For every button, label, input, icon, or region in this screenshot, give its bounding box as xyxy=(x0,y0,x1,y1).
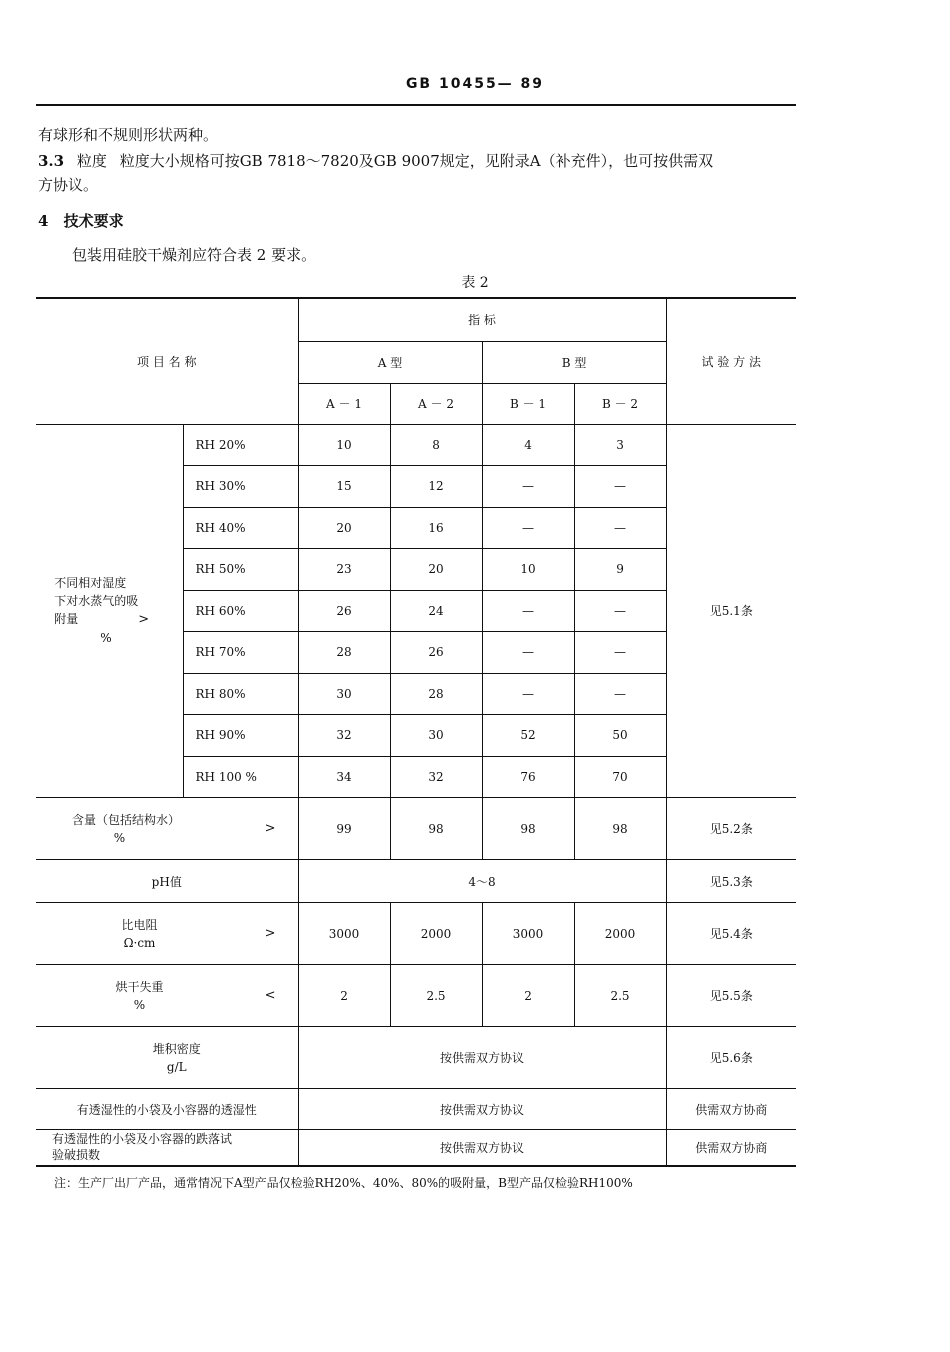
value-a1: 28 xyxy=(298,632,390,674)
value-a2: 30 xyxy=(390,715,482,757)
bulk-density-label-text: 堆积密度 xyxy=(152,1041,201,1056)
bulk-density-label xyxy=(36,1027,298,1089)
section-title: 技术要求 xyxy=(63,212,124,230)
drying-loss-unit: % xyxy=(133,997,146,1012)
drying-loss-label-text: 烘干失重 xyxy=(115,979,164,994)
drying-loss-label xyxy=(36,965,183,1027)
rh-label: RH 20% xyxy=(183,424,298,466)
value-a1: 34 xyxy=(298,756,390,798)
greater-than-symbol: > xyxy=(138,612,150,628)
rh-label: RH 50% xyxy=(183,549,298,591)
header-rule xyxy=(36,104,796,106)
bulk-density-value: 按供需双方协议 xyxy=(298,1027,666,1089)
value-b1: — xyxy=(482,466,574,508)
rh-label: RH 40% xyxy=(183,507,298,549)
resistivity-label xyxy=(36,903,183,965)
value-b2: — xyxy=(574,632,666,674)
value-b2: — xyxy=(574,673,666,715)
type-b-header: B 型 xyxy=(482,341,666,383)
drying-loss-b2: 2.5 xyxy=(574,965,666,1027)
value-a2: 24 xyxy=(390,590,482,632)
value-b1: — xyxy=(482,673,574,715)
rh-label: RH 60% xyxy=(183,590,298,632)
value-b2: — xyxy=(574,590,666,632)
value-a2: 28 xyxy=(390,673,482,715)
value-a2: 20 xyxy=(390,549,482,591)
value-a1: 30 xyxy=(298,673,390,715)
value-a2: 8 xyxy=(390,424,482,466)
value-a2: 12 xyxy=(390,466,482,508)
method-header: 试 验 方 法 xyxy=(666,298,796,424)
clause-title: 粒度 xyxy=(76,152,107,170)
resistivity-symbol: > xyxy=(183,903,298,965)
type-a-header: A 型 xyxy=(298,341,482,383)
drop-test-label-line1: 有透湿性的小袋及小容器的跌落试 xyxy=(52,1132,233,1147)
content-a2: 98 xyxy=(390,798,482,860)
value-b2: 50 xyxy=(574,715,666,757)
value-b2: 70 xyxy=(574,756,666,798)
resistivity-b2: 2000 xyxy=(574,903,666,965)
value-b1: — xyxy=(482,632,574,674)
resistivity-b1: 3000 xyxy=(482,903,574,965)
value-b2: — xyxy=(574,466,666,508)
intro-paragraph: 包装用硅胶干燥剂应符合表 2 要求。 xyxy=(72,246,317,264)
value-b1: 10 xyxy=(482,549,574,591)
content-label-text: 含量（包括结构水） xyxy=(72,812,181,827)
document-header: GB 10455— 89 xyxy=(405,76,545,92)
rh-label: RH 100 % xyxy=(183,756,298,798)
adsorption-unit: % xyxy=(100,631,112,646)
value-a1: 26 xyxy=(298,590,390,632)
indicator-header: 指 标 xyxy=(298,298,666,341)
adsorption-label-line2: 下对水蒸气的吸 xyxy=(54,594,139,609)
value-b1: — xyxy=(482,590,574,632)
content-b2: 98 xyxy=(574,798,666,860)
content-label xyxy=(36,798,183,860)
clause-text: 粒度大小规格可按GB 7818～7820及GB 9007规定，见附录A（补充件），也可按供需双 xyxy=(119,152,714,170)
value-a2: 26 xyxy=(390,632,482,674)
ph-method: 见5.3条 xyxy=(666,860,796,903)
ph-label: pH值 xyxy=(36,860,298,903)
rh-label: RH 90% xyxy=(183,715,298,757)
resistivity-a1: 3000 xyxy=(298,903,390,965)
bulk-density-unit: g/L xyxy=(166,1059,187,1074)
content-a1: 99 xyxy=(298,798,390,860)
drop-test-method: 供需双方协商 xyxy=(666,1130,796,1166)
item-name-header: 项 目 名 称 xyxy=(36,298,298,424)
subtype-a2: A － 2 xyxy=(390,383,482,424)
subtype-b2: B － 2 xyxy=(574,383,666,424)
body-line-1: 有球形和不规则形状两种。 xyxy=(38,126,219,144)
value-b1: — xyxy=(482,507,574,549)
clause-3-3 xyxy=(38,150,713,172)
spec-table xyxy=(36,297,796,1167)
table-caption: 表 2 xyxy=(461,275,489,291)
drying-loss-b1: 2 xyxy=(482,965,574,1027)
value-b2: — xyxy=(574,507,666,549)
permeability-method: 供需双方协商 xyxy=(666,1089,796,1130)
rh-label: RH 80% xyxy=(183,673,298,715)
resistivity-label-text: 比电阻 xyxy=(121,917,158,932)
value-a1: 32 xyxy=(298,715,390,757)
value-a1: 23 xyxy=(298,549,390,591)
section-number: 4 xyxy=(38,212,49,230)
content-b1: 98 xyxy=(482,798,574,860)
resistivity-a2: 2000 xyxy=(390,903,482,965)
value-a2: 16 xyxy=(390,507,482,549)
drop-test-label xyxy=(36,1130,298,1166)
subtype-a1: A － 1 xyxy=(298,383,390,424)
value-b2: 9 xyxy=(574,549,666,591)
clause-number: 3.3 xyxy=(38,152,65,170)
section-heading xyxy=(38,210,124,232)
ph-value: 4～8 xyxy=(298,860,666,903)
adsorption-label-line3: 附量 > xyxy=(54,612,150,628)
content-method: 见5.2条 xyxy=(666,798,796,860)
drying-loss-a1: 2 xyxy=(298,965,390,1027)
table-note: 注：生产厂出厂产品，通常情况下A型产品仅检验RH20%、40%、80%的吸附量，B型产品仅检验RH100% xyxy=(54,1176,633,1190)
value-a2: 32 xyxy=(390,756,482,798)
value-a1: 15 xyxy=(298,466,390,508)
value-b2: 3 xyxy=(574,424,666,466)
resistivity-method: 见5.4条 xyxy=(666,903,796,965)
drying-loss-method: 见5.5条 xyxy=(666,965,796,1027)
value-a1: 20 xyxy=(298,507,390,549)
rh-label: RH 30% xyxy=(183,466,298,508)
content-unit: % xyxy=(113,830,126,845)
value-b1: 76 xyxy=(482,756,574,798)
value-b1: 52 xyxy=(482,715,574,757)
clause-text-continued: 方协议。 xyxy=(38,176,99,194)
permeability-value: 按供需双方协议 xyxy=(298,1089,666,1130)
adsorption-label-line1: 不同相对湿度 xyxy=(54,576,127,591)
drop-test-label-line2: 验破损数 xyxy=(52,1148,101,1163)
resistivity-unit: Ω·cm xyxy=(123,935,156,950)
drying-loss-symbol: < xyxy=(183,965,298,1027)
subtype-b1: B － 1 xyxy=(482,383,574,424)
drying-loss-a2: 2.5 xyxy=(390,965,482,1027)
value-b1: 4 xyxy=(482,424,574,466)
adsorption-method: 见5.1条 xyxy=(666,424,796,798)
bulk-density-method: 见5.6条 xyxy=(666,1027,796,1089)
rh-label: RH 70% xyxy=(183,632,298,674)
content-symbol: > xyxy=(183,798,298,860)
drop-test-value: 按供需双方协议 xyxy=(298,1130,666,1166)
permeability-label: 有透湿性的小袋及小容器的透湿性 xyxy=(36,1089,298,1130)
adsorption-label xyxy=(36,424,183,798)
value-a1: 10 xyxy=(298,424,390,466)
